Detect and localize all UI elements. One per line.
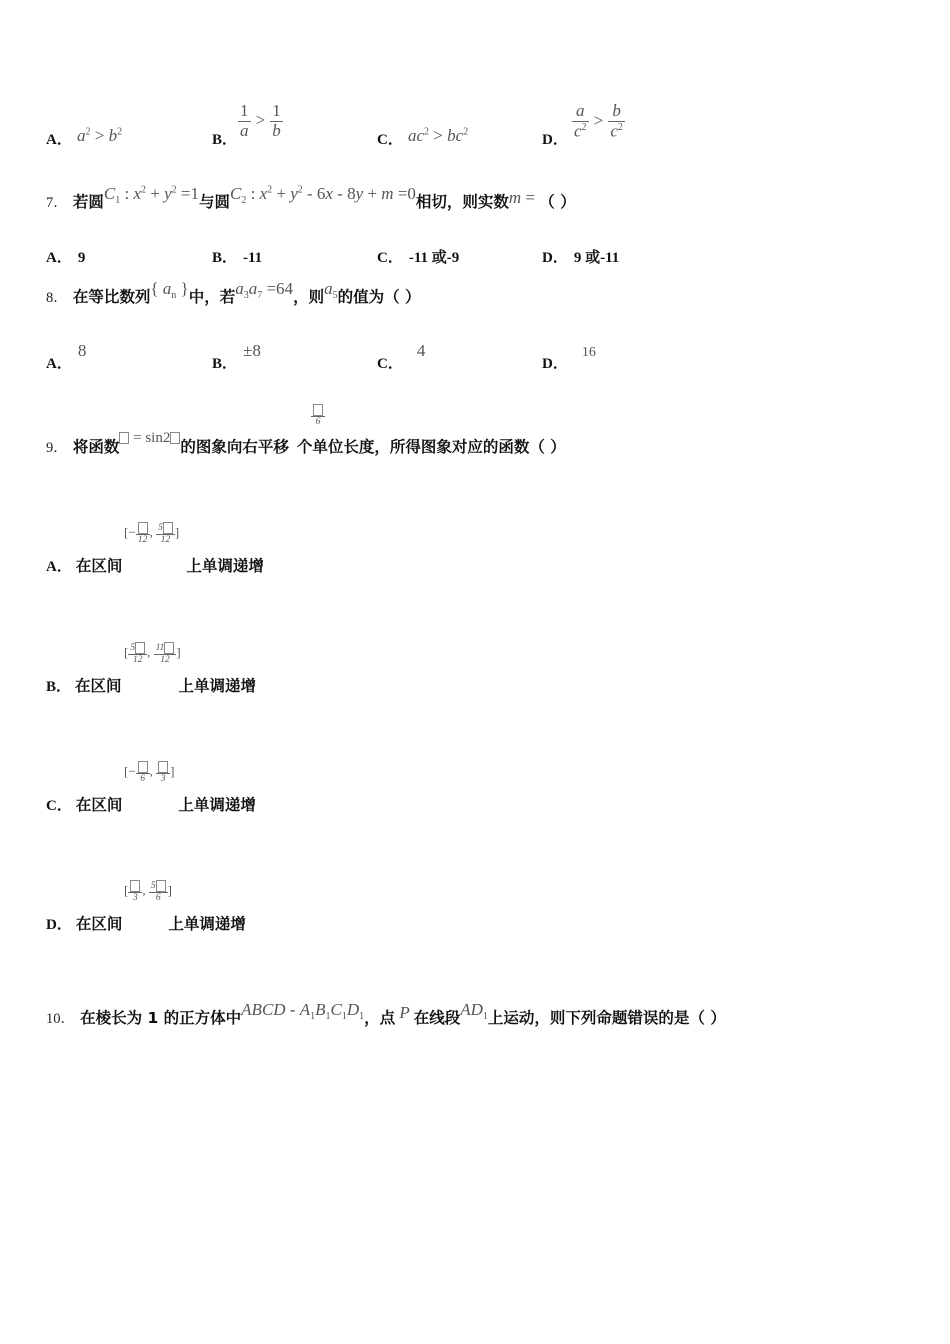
q8-text-4: 的值为（ ） — [337, 288, 421, 306]
q9-interval-d: [ 3 , $\frac{5}{6}$ ] — [124, 881, 172, 903]
q8-a5: $a_5$ — [324, 279, 338, 302]
q9-shift-fraction: 6 — [311, 404, 325, 427]
q6-option-c-label: C． — [377, 132, 403, 148]
q7-option-b: B． -11 — [212, 250, 263, 266]
q10-text-2: ，点 — [364, 1009, 396, 1027]
q9-text-3: 个单位长度，所得图象对应的函数（ ） — [296, 438, 566, 456]
q9-interval-b: [ $\frac{5}{12}$ , $\frac{11}{12}$ ] — [124, 643, 181, 665]
q7-circle-c1: $C_1$ : $x^2 + y^2 =1$ — [103, 184, 199, 207]
q9-function: = sin2 — [119, 427, 180, 446]
q8-number: 8． — [46, 290, 68, 306]
q8-option-c: C．4 — [377, 341, 426, 372]
q7-option-d: D． 9 或-11 — [542, 250, 620, 266]
q9-option-d: D． 在区间 上单调递增 — [46, 915, 246, 933]
q8-option-a: A．8 — [46, 341, 87, 372]
q6-option-b-math: $\frac{1}{a}$ > $\frac{1}{b}$ — [240, 101, 281, 140]
q9-number: 9． — [46, 440, 68, 456]
q8-product: $a_3a_7 =64$ — [235, 279, 294, 302]
q10-text-4: 上运动，则下列命题错误的是（ ） — [487, 1009, 726, 1027]
q10-point-p: P — [395, 1003, 414, 1022]
q8-text-3: ，则 — [293, 288, 325, 306]
question-9 — [46, 430, 566, 457]
q7-m-eq: m = — [508, 188, 540, 207]
q6-option-a-math: $a^2 > b^2$ — [77, 126, 123, 145]
q6-option-b-label: B． — [212, 132, 238, 148]
q7-circle-c2: $C_2$ : $x^2 + y^2 - 6x - 8y + m =0$ — [229, 184, 416, 207]
q9-text-2: 的图象向右平移 — [180, 438, 289, 456]
q7-text-3: 相切，则实数 — [415, 193, 509, 211]
question-10 — [46, 1000, 726, 1030]
q7-text-2: 与圆 — [198, 193, 230, 211]
q7-option-c: C． -11 或-9 — [377, 250, 460, 266]
q6-option-a-label: A． — [46, 132, 72, 148]
q8-sequence: { $a_n$ } — [150, 279, 189, 302]
q9-text-1: 将函数 — [72, 438, 120, 456]
q8-option-b: B．±8 — [212, 341, 261, 372]
q10-text-3: 在线段 — [413, 1009, 461, 1027]
q10-number: 10． — [46, 1011, 75, 1027]
q10-segment: $AD_1$ — [460, 1000, 488, 1023]
q6-option-c-math: $ac^2 > bc^2$ — [408, 126, 469, 145]
q7-number: 7． — [46, 195, 68, 211]
q7-text-1: 若圆 — [72, 193, 104, 211]
q6-option-d-math: $\frac{a}{c^2}$ > $\frac{b}{c^2}$ — [574, 101, 623, 141]
q9-option-b: B． 在区间 上单调递增 — [46, 677, 257, 695]
question-7 — [46, 184, 576, 214]
q8-text-1: 在等比数列 — [72, 288, 151, 306]
q7-option-a: A． 9 — [46, 250, 86, 266]
question-8 — [46, 279, 421, 309]
q9-interval-c: [− 6 , 3 ] — [124, 761, 175, 784]
q9-interval-a: [− 12 , $\frac{5}{12}$ ] — [124, 523, 180, 545]
q8-text-2: 中，若 — [188, 288, 236, 306]
q7-text-4: （ ） — [539, 193, 576, 211]
q10-text-1: 在棱长为 1 的正方体中 — [80, 1009, 242, 1027]
q9-option-c: C． 在区间 上单调递增 — [46, 796, 256, 814]
q9-option-a: A． 在区间 上单调递增 — [46, 557, 264, 575]
q10-cube: ABCD - $A_1B_1C_1D_1$ — [241, 1000, 365, 1023]
q8-option-d: D．16 — [542, 345, 596, 372]
q6-option-d-label: D． — [542, 132, 568, 148]
